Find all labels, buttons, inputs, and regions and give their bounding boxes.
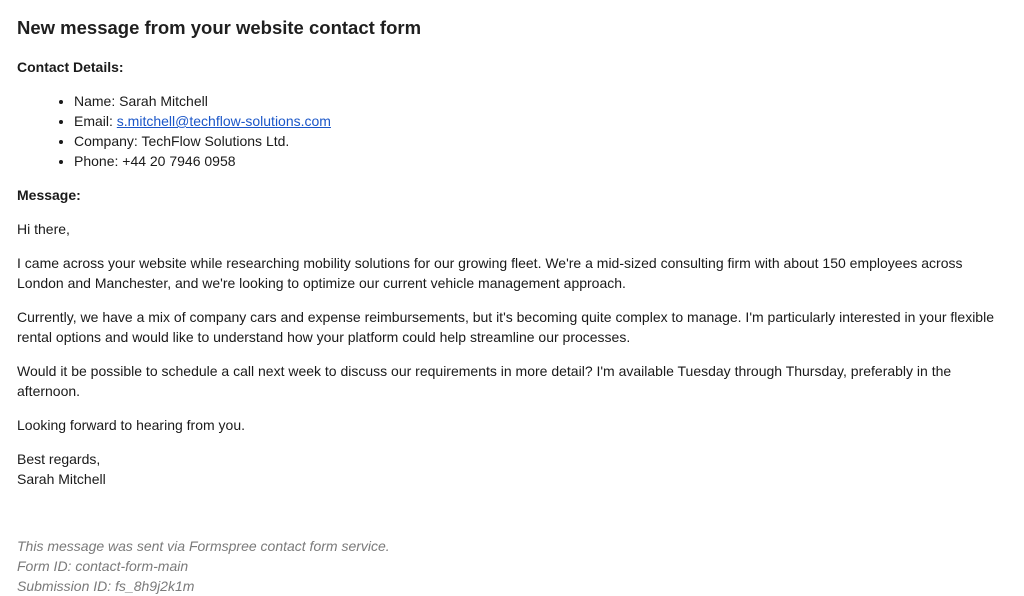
message-greeting: Hi there, — [17, 221, 70, 237]
message-signoff — [17, 449, 1008, 489]
message-closing: Best regards, — [17, 451, 101, 467]
contact-details-list — [17, 91, 1008, 171]
message-paragraph: Would it be possible to schedule a call next week to discuss our requirements in more detail? I'm available Tuesday through Thursday, preferably in the afternoon. — [17, 363, 952, 399]
detail-email-prefix: Email: — [74, 113, 117, 129]
detail-company: • Company: TechFlow Solutions Ltd. — [74, 131, 1008, 151]
message-paragraph: Looking forward to hearing from you. — [17, 417, 246, 433]
detail-name: • Name: Sarah Mitchell — [74, 91, 1008, 111]
footer-service-note: This message was sent via Formspree contact form service. — [17, 538, 390, 554]
message-label: Message: — [17, 187, 81, 203]
contact-details-label: Contact Details: — [17, 59, 124, 75]
message-body — [17, 219, 1008, 489]
email-link[interactable]: s.mitchell@techflow-solutions.com — [116, 113, 331, 129]
detail-phone: • Phone: +44 20 7946 0958 — [74, 151, 1008, 171]
message-signature: Sarah Mitchell — [17, 471, 106, 487]
message-paragraph: I came across your website while researching mobility solutions for our growing fleet. We're a mid-sized consulting firm with about 150 employees across London and Manchester, and we're looking to optimize our current vehicle management approach. — [17, 255, 963, 291]
footer-form-id: Form ID: contact-form-main — [17, 558, 189, 574]
message-paragraph: Currently, we have a mix of company cars and expense reimbursements, but it's becoming quite complex to manage. I'm particularly interested in your flexible rental options and would like to understand how your platform could help streamline our processes. — [17, 309, 994, 345]
detail-email — [74, 111, 1008, 131]
email-title: New message from your website contact form — [17, 17, 422, 38]
email-footer — [17, 536, 1008, 596]
footer-submission-id: Submission ID: fs_8h9j2k1m — [17, 578, 195, 594]
